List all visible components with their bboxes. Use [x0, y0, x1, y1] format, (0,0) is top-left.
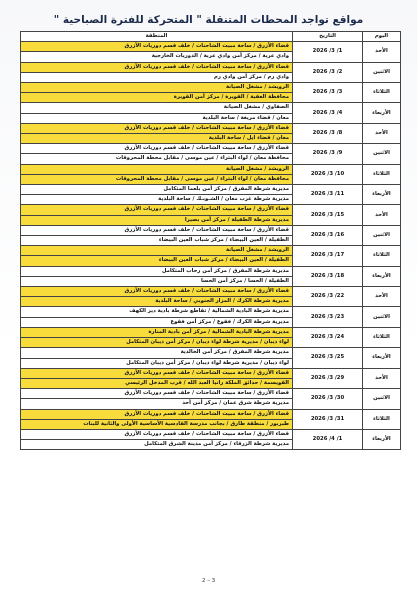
area-cell: قضاء الأزرق / ساحة مبيت الشاحنات / خلف قسم دوريات الأزرق	[21, 123, 293, 133]
area-cell: مديرية شرطة الزرقاء / مركز أمن مدينة الشرق المتكامل	[21, 440, 293, 450]
date-cell: 2026 /3 /18	[293, 266, 363, 286]
date-cell: 2026 /3 /30	[293, 389, 363, 409]
area-cell: مديرية شرطة البادية الشمالية / تقاطع شرطة بادية دير الكهف	[21, 307, 293, 317]
area-cell: مديرية شرطة غرب معان / الشـوبـك / ساحة البلدية	[21, 195, 293, 205]
date-cell: 2026 /3 /2	[293, 62, 363, 82]
area-cell: الرويشد / مشغل الصيانة	[21, 164, 293, 174]
table-row	[21, 409, 401, 419]
table-row	[21, 389, 401, 399]
area-cell: مديرية شرطة الكرك / فقوع / مركز أمن فقوع	[21, 317, 293, 327]
day-cell: الأربعاء	[363, 185, 401, 205]
area-cell: لواء ذيبان / مديرية شرطة لواء ذيبان / مركز أمن ذيبان المتكامل	[21, 358, 293, 368]
day-cell: الثلاثاء	[363, 409, 401, 429]
date-cell: 2026 /3 /15	[293, 205, 363, 225]
day-cell: الاثنين	[363, 62, 401, 82]
table-row	[21, 429, 401, 439]
day-cell: الاثنين	[363, 389, 401, 409]
area-cell: مديرية شرطة المفرق / مركز أمن بلعما المتكامل	[21, 185, 293, 195]
date-cell: 2026 /3 /10	[293, 164, 363, 184]
area-cell: الرويشد / مشغل الصيانة	[21, 83, 293, 93]
date-cell: 2026 /3 /3	[293, 83, 363, 103]
area-cell: مديرية شرطة الطفيلة / مركز أمن بصيرا	[21, 215, 293, 225]
area-cell: مديرية شرطة الكرك / المزار الجنوبي / ساحة البلدية	[21, 297, 293, 307]
day-cell: الأحد	[363, 368, 401, 388]
day-cell: الثلاثاء	[363, 327, 401, 347]
day-cell: الاثنين	[363, 225, 401, 245]
area-cell: قضاء الأزرق / ساحة مبيت الشاحنات / خلف قسم دوريات الأزرق	[21, 62, 293, 72]
day-cell: الثلاثاء	[363, 83, 401, 103]
title-highlight: " المتحركة للفترة الصباحية "	[53, 14, 202, 26]
area-cell: قضاء الأزرق / ساحة مبيت الشاحنات / خلف قسم دوريات الأزرق	[21, 389, 293, 399]
header-date: التاريخ	[293, 32, 363, 42]
area-cell: محافظة معان / لواء البتراء / عين موسى / مقابل محطة المحروقات	[21, 154, 293, 164]
area-cell: معان / قضاء مريغة / ساحة البلدية	[21, 113, 293, 123]
table-row	[21, 103, 401, 113]
area-cell: محافظة معان / لواء البتراء / عين موسى / مقابل محطة المحروقات	[21, 174, 293, 184]
page-number: 2 – 3	[201, 578, 216, 584]
header-area: المنطقة	[21, 32, 293, 42]
area-cell: القويسمة / حدائق الملكة رانيا العبد الله / قرب المدخل الرئيسي	[21, 378, 293, 388]
day-cell: الثلاثاء	[363, 246, 401, 266]
table-row	[21, 83, 401, 93]
table-row	[21, 246, 401, 256]
area-cell: قضاء الأزرق / ساحة مبيت الشاحنات / خلف قسم دوريات الأزرق	[21, 144, 293, 154]
table-row	[21, 164, 401, 174]
day-cell: الأحد	[363, 287, 401, 307]
table-row	[21, 287, 401, 297]
day-cell: الأربعاء	[363, 266, 401, 286]
area-cell: الطفيلة / العين البيضاء / مركز شباب العين البيضاء	[21, 256, 293, 266]
date-cell: 2026 /3 /29	[293, 368, 363, 388]
date-cell: 2026 /3 /22	[293, 287, 363, 307]
day-cell: الأحد	[363, 205, 401, 225]
table-row	[21, 348, 401, 358]
day-cell: الأحد	[363, 42, 401, 62]
area-cell: مديرية شرطة شرق عمان / مركز أمن أحد	[21, 399, 293, 409]
date-cell: 2026 /4 /1	[293, 429, 363, 449]
table-row	[21, 327, 401, 337]
day-cell: الاثنين	[363, 144, 401, 164]
table-row	[21, 123, 401, 133]
area-cell: محافظة العقبة / القويرة / مركز أمن القويرة	[21, 93, 293, 103]
date-cell: 2026 /3 /24	[293, 327, 363, 347]
title-prefix: مواقع تواجد المحطات المتنقلة	[205, 14, 364, 26]
table-row	[21, 42, 401, 52]
area-cell: الطفيلة / الحسا / مركز أمن الحسا	[21, 276, 293, 286]
area-cell: الطفيلة / العين البيضاء / مركز شباب العين البيضاء	[21, 236, 293, 246]
area-cell: مديرية شرطة البادية الشمالية / مركز أمن بادية المنارة	[21, 327, 293, 337]
date-cell: 2026 /3 /17	[293, 246, 363, 266]
area-cell: قضاء الأزرق / ساحة مبيت الشاحنات / خلف قسم دوريات الأزرق	[21, 429, 293, 439]
table-row	[21, 368, 401, 378]
table-row	[21, 62, 401, 72]
date-cell: 2026 /3 /16	[293, 225, 363, 245]
schedule-body	[21, 42, 401, 450]
day-cell: الأحد	[363, 123, 401, 143]
page-title	[0, 14, 417, 26]
date-cell: 2026 /3 /25	[293, 348, 363, 368]
date-cell: 2026 /3 /23	[293, 307, 363, 327]
day-cell: الأربعاء	[363, 429, 401, 449]
date-cell: 2026 /3 /11	[293, 185, 363, 205]
area-cell: قضاء الأزرق / ساحة مبيت الشاحنات / خلف قسم دوريات الأزرق	[21, 205, 293, 215]
area-cell: وادي عربة / مركز أمن وادي عربة / الدوريات الخارجية	[21, 52, 293, 62]
table-row	[21, 225, 401, 235]
table-header-row	[21, 32, 401, 42]
table-row	[21, 185, 401, 195]
area-cell: مديرية شرطة المفرق / مركز أمن الخالدية	[21, 348, 293, 358]
date-cell: 2026 /3 /1	[293, 42, 363, 62]
area-cell: الصفاوي / مشغل الصيانة	[21, 103, 293, 113]
date-cell: 2026 /3 /4	[293, 103, 363, 123]
area-cell: قضاء الأزرق / ساحة مبيت الشاحنات / خلف قسم دوريات الأزرق	[21, 225, 293, 235]
area-cell: طبربور / منطقة طارق / بجانب مدرسة القادسية الأساسية الأولى والثانية للبنات	[21, 419, 293, 429]
table-row	[21, 205, 401, 215]
date-cell: 2026 /3 /8	[293, 123, 363, 143]
day-cell: الأربعاء	[363, 103, 401, 123]
day-cell: الأربعاء	[363, 348, 401, 368]
header-day: اليوم	[363, 32, 401, 42]
date-cell: 2026 /3 /9	[293, 144, 363, 164]
area-cell: وادي رم / مركز أمن وادي رم	[21, 72, 293, 82]
area-cell: قضاء الأزرق / ساحة مبيت الشاحنات / خلف قسم دوريات الأزرق	[21, 287, 293, 297]
area-cell: الرويشد / مشغل الصيانة	[21, 246, 293, 256]
area-cell: لواء ذيبان / مديرية شرطة لواء ذيبان / مركز أمن ذيبان المتكامل	[21, 338, 293, 348]
day-cell: الاثنين	[363, 307, 401, 327]
day-cell: الثلاثاء	[363, 164, 401, 184]
table-row	[21, 307, 401, 317]
area-cell: قضاء الأزرق / ساحة مبيت الشاحنات / خلف قسم دوريات الأزرق	[21, 42, 293, 52]
table-row	[21, 144, 401, 154]
schedule-table	[20, 31, 401, 450]
date-cell: 2026 /3 /31	[293, 409, 363, 429]
table-row	[21, 266, 401, 276]
area-cell: مديرية شرطة المفرق / مركز أمن رحاب المتكامل	[21, 266, 293, 276]
area-cell: قضاء الأزرق / ساحة مبيت الشاحنات / خلف قسم دوريات الأزرق	[21, 368, 293, 378]
area-cell: قضاء الأزرق / ساحة مبيت الشاحنات / خلف قسم دوريات الأزرق	[21, 409, 293, 419]
area-cell: معان / قضاء ايل / ساحة البلدية	[21, 134, 293, 144]
